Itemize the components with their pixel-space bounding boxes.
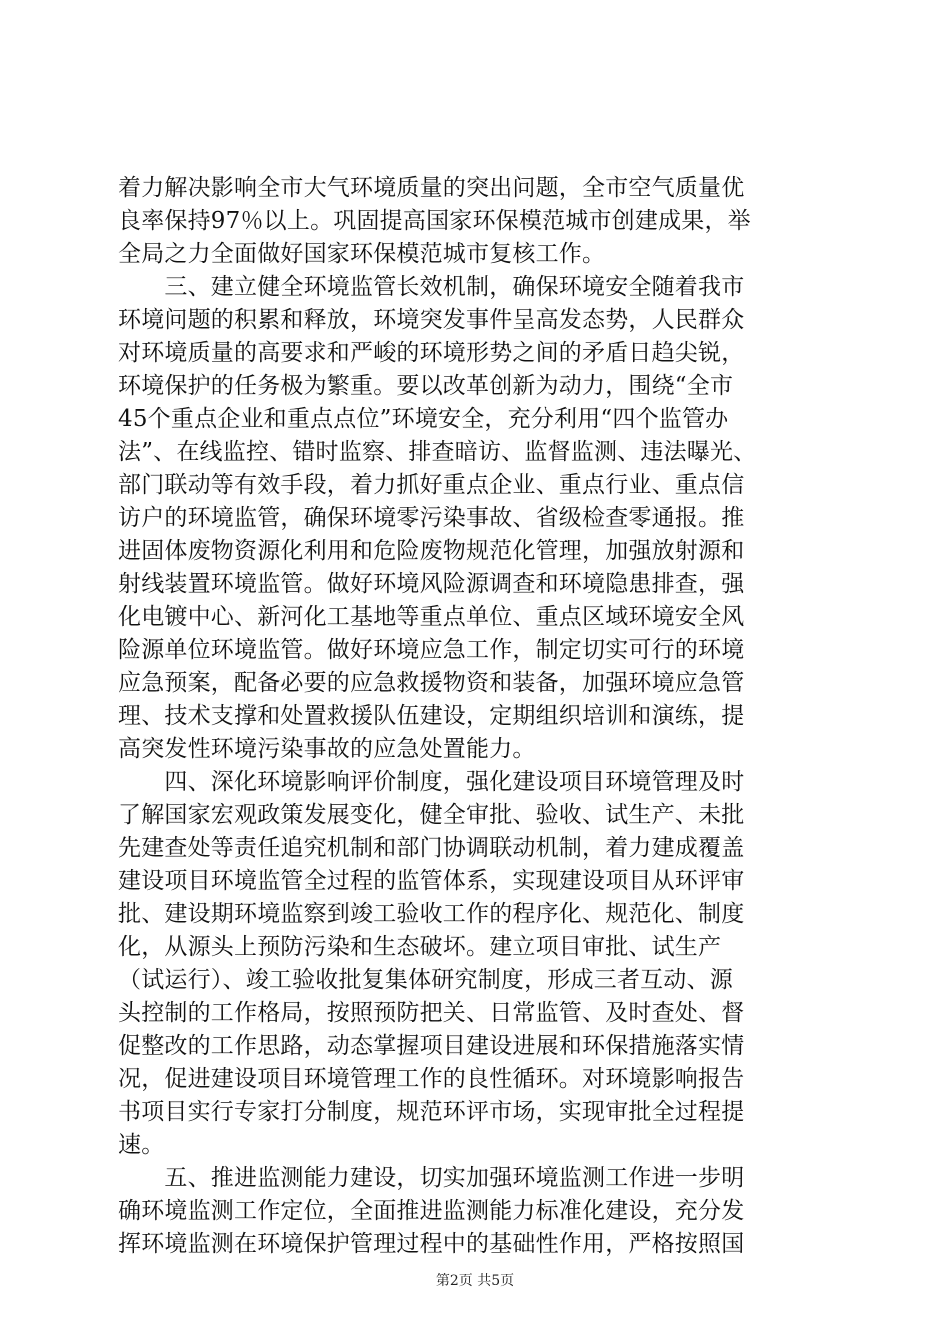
- text-line: 三、建立健全环境监管长效机制，确保环境安全随着我市: [118, 274, 745, 300]
- text-line: 况，促进建设项目环境管理工作的良性循环。对环境影响报告: [118, 1066, 745, 1092]
- page-number-footer: 第2页 共5页: [435, 1273, 515, 1289]
- text-line: 险源单位环境监管。做好环境应急工作，制定切实可行的环境: [118, 637, 745, 663]
- text-line: 五、推进监测能力建设，切实加强环境监测工作进一步明: [118, 1165, 745, 1191]
- text-line: 法”、在线监控、错时监察、排查暗访、监督监测、违法曝光、: [118, 439, 757, 465]
- text-line: 了解国家宏观政策发展变化，健全审批、验收、试生产、未批: [118, 802, 745, 828]
- text-line: 理、技术支撑和处置救援队伍建设，定期组织培训和演练，提: [118, 703, 745, 729]
- text-line: 部门联动等有效手段，着力抓好重点企业、重点行业、重点信: [118, 472, 745, 498]
- text-line: 四、深化环境影响评价制度，强化建设项目环境管理及时: [118, 769, 745, 795]
- text-line: （试运行）、竣工验收批复集体研究制度，形成三者互动、源: [118, 967, 733, 993]
- text-line: 促整改的工作思路，动态掌握项目建设进展和环保措施落实情: [118, 1033, 745, 1059]
- text-line: 着力解决影响全市大气环境质量的突出问题，全市空气质量优: [118, 175, 745, 201]
- text-line: 45个重点企业和重点点位”环境安全，充分利用“四个监管办: [118, 406, 729, 432]
- text-line: 进固体废物资源化利用和危险废物规范化管理，加强放射源和: [118, 538, 745, 564]
- text-line: 批、建设期环境监察到竣工验收工作的程序化、规范化、制度: [118, 901, 745, 927]
- text-line: 对环境质量的高要求和严峻的环境形势之间的矛盾日趋尖锐，: [118, 340, 745, 366]
- text-line: 射线装置环境监管。做好环境风险源调查和环境隐患排查，强: [118, 571, 745, 597]
- text-line: 化，从源头上预防污染和生态破坏。建立项目审批、试生产: [118, 934, 722, 960]
- text-line: 化电镀中心、新河化工基地等重点单位、重点区域环境安全风: [118, 604, 745, 630]
- text-line: 全局之力全面做好国家环保模范城市复核工作。: [118, 241, 606, 267]
- text-line: 高突发性环境污染事故的应急处置能力。: [118, 736, 536, 762]
- text-line: 访户的环境监管，确保环境零污染事故、省级检查零通报。推: [118, 505, 745, 531]
- text-line: 书项目实行专家打分制度，规范环评市场，实现审批全过程提: [118, 1099, 745, 1125]
- text-line: 先建查处等责任追究机制和部门协调联动机制，着力建成覆盖: [118, 835, 745, 861]
- document-body: [118, 172, 838, 1261]
- text-line: 确环境监测工作定位，全面推进监测能力标准化建设，充分发: [118, 1198, 745, 1224]
- text-line: 挥环境监测在环境保护管理过程中的基础性作用，严格按照国: [118, 1231, 745, 1257]
- text-line: 头控制的工作格局，按照预防把关、日常监管、及时查处、督: [118, 1000, 745, 1026]
- text-line: 环境问题的积累和释放，环境突发事件呈高发态势，人民群众: [118, 307, 745, 333]
- text-line: 建设项目环境监管全过程的监管体系，实现建设项目从环评审: [118, 868, 745, 894]
- text-line: 环境保护的任务极为繁重。要以改革创新为动力，围绕“全市: [118, 373, 734, 399]
- text-line: 应急预案，配备必要的应急救援物资和装备，加强环境应急管: [118, 670, 745, 696]
- text-line: 速。: [118, 1132, 165, 1158]
- text-line: 良率保持97％以上。巩固提高国家环保模范城市创建成果，举: [118, 208, 751, 234]
